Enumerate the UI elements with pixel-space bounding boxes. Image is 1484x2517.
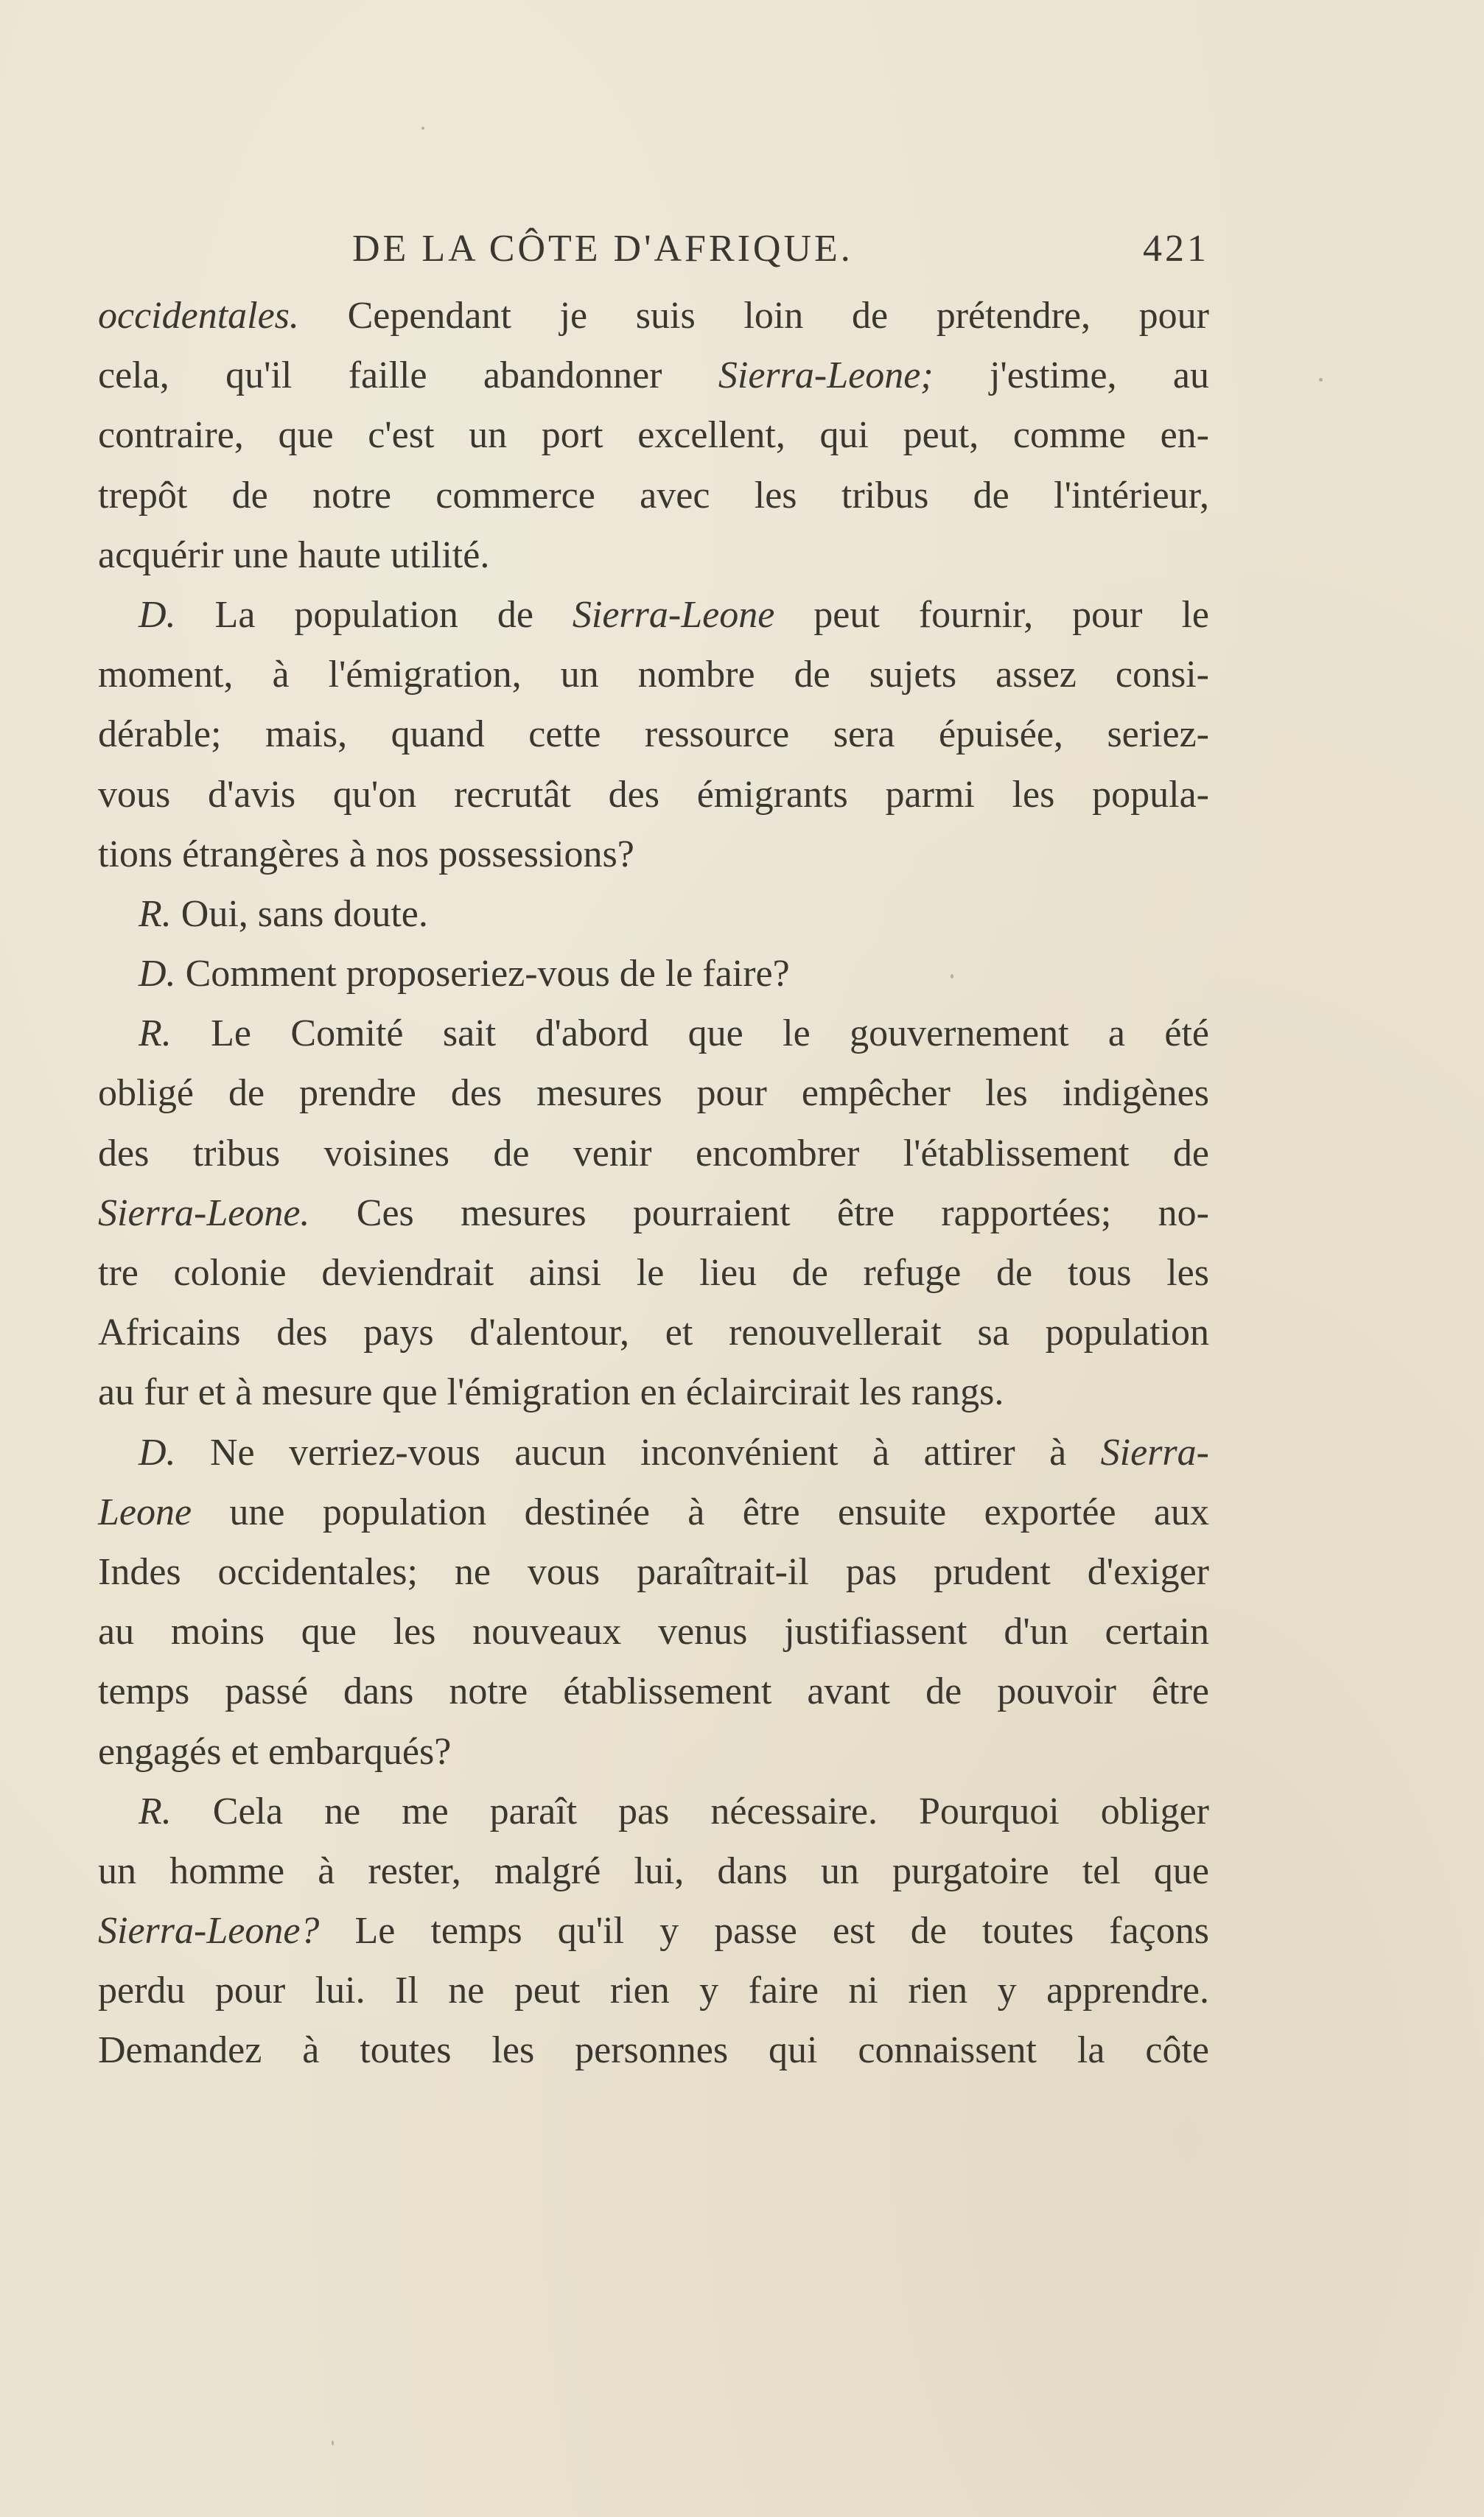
text-line: R. Cela ne me paraît pas nécessaire. Pourquoi obliger (139, 1790, 1209, 1832)
text-line: Africains des pays d'alentour, et renouvellerait sa population (98, 1312, 1209, 1354)
running-title: DE LA CÔTE D'AFRIQUE. (352, 228, 853, 270)
text-line: engagés et embarqués? (98, 1730, 452, 1773)
text-line: Indes occidentales; ne vous paraîtrait-il pas prudent d'exiger (98, 1550, 1209, 1593)
text-line: au moins que les nouveaux venus justifiassent d'un certain (98, 1611, 1209, 1653)
text-line: dérable; mais, quand cette ressource sera épuisée, seriez- (98, 713, 1209, 756)
text-line: au fur et à mesure que l'émigration en éclaircirait les rangs. (98, 1371, 1004, 1414)
text-line: moment, à l'émigration, un nombre de sujets assez consi- (98, 654, 1209, 696)
running-head (98, 223, 1209, 276)
text-line: cela, qu'il faille abandonner Sierra-Leone; j'estime, au (98, 354, 1209, 397)
page-number: 421 (1143, 228, 1209, 270)
text-line: un homme à rester, malgré lui, dans un purgatoire tel que (98, 1849, 1209, 1892)
text-line: occidentales. Cependant je suis loin de prétendre, pour (98, 295, 1209, 337)
text-line: trepôt de notre commerce avec les tribus de l'intérieur, (98, 474, 1209, 517)
paper-speck (1319, 378, 1323, 382)
text-line: contraire, que c'est un port excellent, qui peut, comme en- (98, 414, 1209, 457)
text-line: Leone une population destinée à être ensuite exportée aux (98, 1491, 1209, 1533)
paper-speck (951, 974, 953, 979)
text-line: acquérir une haute utilité. (98, 533, 490, 576)
text-line: D. Comment proposeriez-vous de le faire? (139, 953, 790, 995)
text-line: D. La population de Sierra-Leone peut fournir, pour le (139, 593, 1209, 636)
text-line: tre colonie deviendrait ainsi le lieu de refuge de tous les (98, 1252, 1209, 1294)
text-line: R. Oui, sans doute. (139, 892, 428, 935)
text-line: Sierra-Leone. Ces mesures pourraient être rapportées; no- (98, 1191, 1209, 1234)
text-line: Sierra-Leone? Le temps qu'il y passe est de toutes façons (98, 1910, 1209, 1953)
text-line: D. Ne verriez-vous aucun inconvénient à attirer à Sierra- (139, 1431, 1209, 1474)
text-line: obligé de prendre des mesures pour empêcher les indigènes (98, 1072, 1209, 1115)
text-line: perdu pour lui. Il ne peut rien y faire ni rien y apprendre. (98, 1970, 1209, 2012)
text-line: tions étrangères à nos possessions? (98, 833, 634, 875)
paper-speck (332, 2440, 334, 2446)
text-line: vous d'avis qu'on recrutât des émigrants parmi les popula- (98, 773, 1209, 816)
text-line: des tribus voisines de venir encombrer l'établissement de (98, 1132, 1209, 1175)
text-line: temps passé dans notre établissement avant de pouvoir être (98, 1670, 1209, 1713)
body-text (98, 286, 1209, 2081)
text-line: Demandez à toutes les personnes qui connaissent la côte (98, 2029, 1209, 2072)
paper-speck (421, 127, 424, 130)
text-line: R. Le Comité sait d'abord que le gouvernement a été (139, 1012, 1209, 1055)
